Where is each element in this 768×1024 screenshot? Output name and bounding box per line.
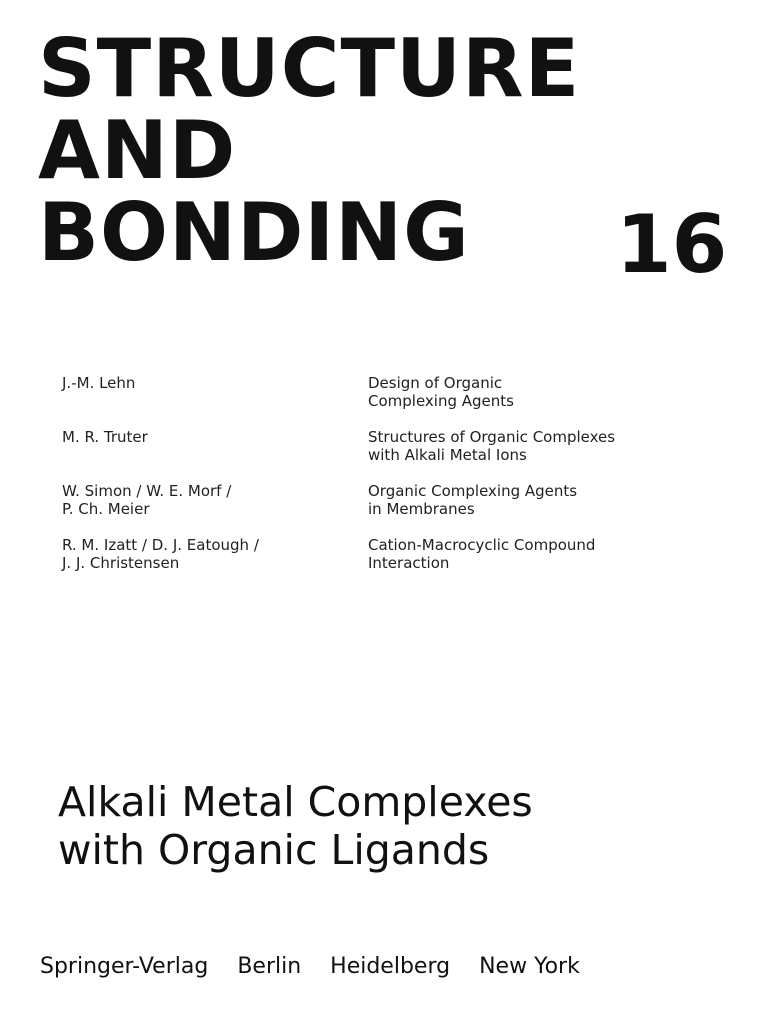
entry-title [368,374,668,410]
series-title-line-2: AND [38,104,237,197]
title-line: Complexing Agents [368,392,514,410]
contents-entry [62,374,682,410]
volume-title-line-2: with Organic Ligands [58,826,490,874]
entry-authors [62,536,368,572]
title-line: with Alkali Metal Ions [368,446,527,464]
publisher-line [40,953,602,981]
title-line: Cation-Macrocyclic Compound [368,536,596,554]
volume-number: 16 [616,198,728,291]
contents-entry [62,428,682,464]
contents-entry [62,482,682,518]
entry-authors [62,374,368,410]
series-title-line-3: BONDING [38,186,470,279]
title-line: Structures of Organic Complexes [368,428,616,446]
title-line: in Membranes [368,500,475,518]
publisher-city: New York [479,954,580,979]
author-line: W. Simon / W. E. Morf / [62,482,232,500]
series-title [38,22,581,279]
author-line: J.-M. Lehn [62,374,136,392]
publisher-city: Heidelberg [330,954,451,979]
entry-title [368,482,668,518]
publisher-city: Berlin [237,954,302,979]
author-line: P. Ch. Meier [62,500,150,518]
title-line: Interaction [368,554,450,572]
entry-authors [62,482,368,518]
entry-title [368,428,668,464]
publisher-name: Springer-Verlag [40,954,209,979]
entry-authors [62,428,368,464]
author-line: M. R. Truter [62,428,148,446]
contents-entry [62,536,682,572]
author-line: R. M. Izatt / D. J. Eatough / [62,536,259,554]
series-title-line-1: STRUCTURE [38,22,581,115]
contents-list [62,374,682,590]
entry-title [368,536,668,572]
title-line: Design of Organic [368,374,503,392]
author-line: J. J. Christensen [62,554,180,572]
volume-title-line-1: Alkali Metal Complexes [58,778,533,826]
title-line: Organic Complexing Agents [368,482,578,500]
volume-title [58,778,533,874]
